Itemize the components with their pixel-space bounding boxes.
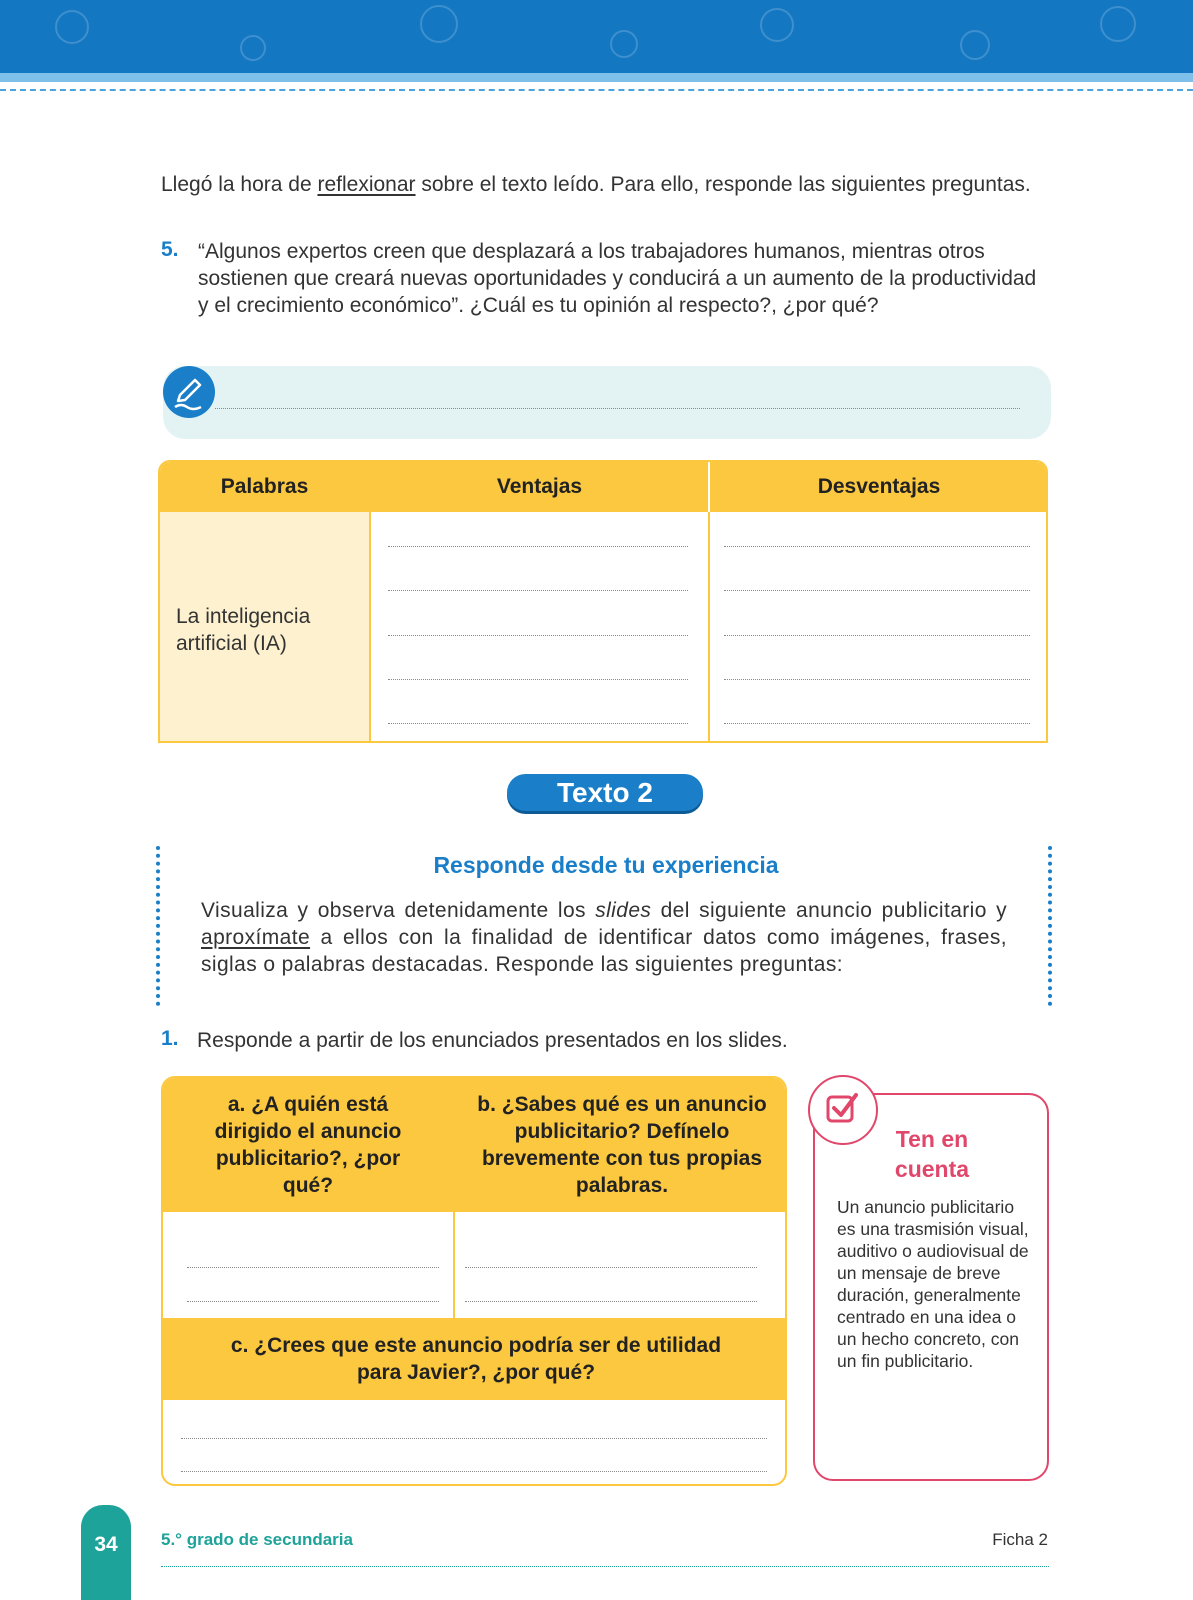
answer-line[interactable] (724, 635, 1030, 636)
header-desventajas: Desventajas (710, 462, 1048, 512)
grade-label: 5.° grado de secundaria (161, 1530, 353, 1549)
answer-line[interactable] (388, 635, 688, 636)
column-divider (369, 462, 371, 743)
answer-line[interactable] (187, 1267, 439, 1268)
ficha-label: Ficha 2 (992, 1530, 1048, 1549)
answer-line[interactable] (465, 1267, 757, 1268)
question-5-number: 5. (161, 238, 179, 261)
answer-line[interactable] (388, 546, 688, 547)
responde-title: Responde desde tu experiencia (433, 852, 779, 878)
intro-paragraph: Llegó la hora de reflexionar sobre el texto leído. Para ello, responde las siguientes preguntas. (161, 173, 1031, 196)
ten-en-cuenta-text: Un anuncio publicitario es una trasmisión visual, auditivo o audiovisual de un mensaje de breve duración, generalmente centrado en una idea o un hecho concreto, con un fin publicitario. (837, 1197, 1029, 1371)
ten-en-cuenta-title: Ten en cuenta (894, 1126, 970, 1182)
column-divider (453, 1078, 455, 1318)
answer-line[interactable] (181, 1471, 767, 1472)
footer-dotted-line (161, 1566, 1049, 1567)
answer-line[interactable] (724, 590, 1030, 591)
aproximate-link[interactable]: aproxímate (201, 926, 311, 949)
answer-line[interactable] (388, 679, 688, 680)
question-5-text: “Algunos expertos creen que desplazará a los trabajadores humanos, mientras otros sostienen que creará nuevas oportunidades y conducirá a un aumento de la productividad y el crecimiento económico”. ¿Cuál es tu opinión al respecto?, ¿por qué? (198, 240, 1037, 317)
answer-line[interactable] (215, 408, 1020, 409)
question-a-cell: a. ¿A quién está dirigido el anuncio publicitario?, ¿por qué? (163, 1078, 453, 1212)
answer-line[interactable] (187, 1301, 439, 1302)
section-pill: Texto 2 (507, 774, 703, 811)
left-dotted-border (156, 846, 160, 1006)
checkbox-icon (808, 1075, 878, 1145)
answer-line[interactable] (465, 1301, 757, 1302)
header-strip (0, 73, 1193, 82)
header-banner (0, 0, 1193, 73)
answer-line[interactable] (724, 723, 1030, 724)
reflexionar-link[interactable]: reflexionar (317, 173, 416, 196)
word-text: La inteligencia artificial (IA) (176, 605, 311, 655)
column-divider (708, 512, 710, 743)
question-b-cell: b. ¿Sabes qué es un anuncio publicitario? Defínelo brevemente con tus propias palabras. (455, 1078, 787, 1212)
header-ventajas: Ventajas (371, 462, 708, 512)
answer-line[interactable] (388, 590, 688, 591)
page-number: 34 (81, 1505, 131, 1600)
header-palabras: Palabras (160, 462, 369, 512)
answer-line[interactable] (724, 546, 1030, 547)
answer-line[interactable] (724, 679, 1030, 680)
responde-paragraph: Visualiza y observa detenidamente los slides del siguiente anuncio publicitario y aproxímate a ellos con la finalidad de identificar datos como imágenes, frases, siglas o palabras destacadas. Responde las siguientes preguntas: (201, 899, 1007, 976)
questions-table (161, 1076, 787, 1486)
question-1-text: Responde a partir de los enunciados presentados en los slides. (197, 1029, 788, 1052)
answer-line[interactable] (181, 1438, 767, 1439)
header-dashed-line (0, 89, 1193, 91)
answer-box[interactable] (163, 366, 1051, 439)
question-1-number: 1. (161, 1027, 179, 1050)
pencil-icon (163, 366, 215, 418)
answer-line[interactable] (388, 723, 688, 724)
advantages-table (158, 460, 1048, 743)
word-cell (160, 512, 369, 743)
question-c-cell: c. ¿Crees que este anuncio podría ser de utilidad para Javier?, ¿por qué? (163, 1318, 787, 1400)
